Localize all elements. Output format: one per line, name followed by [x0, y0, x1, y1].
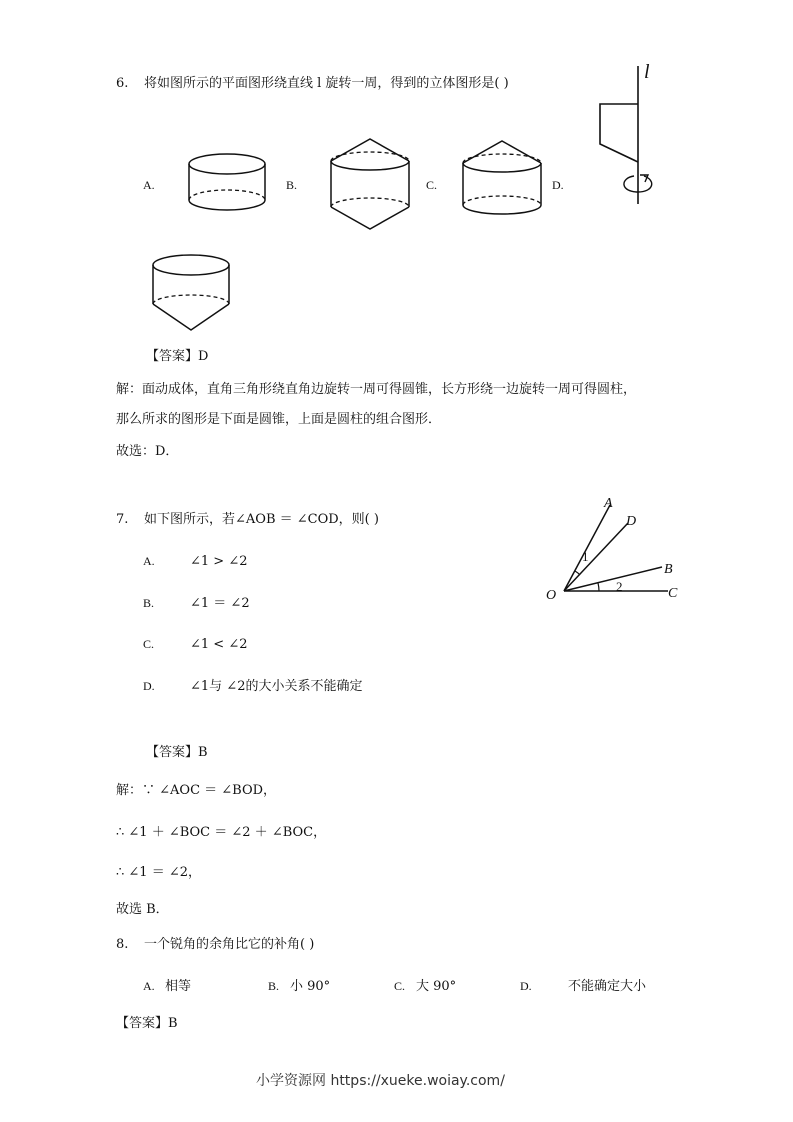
- q8-option-c-letter: C.: [394, 979, 406, 993]
- q7-label-c: C: [668, 586, 678, 601]
- q6-rotation-figure: [592, 58, 668, 208]
- q6-option-c-figure: [458, 135, 546, 221]
- q7-option-d-letter: D.: [143, 679, 155, 693]
- q7-option-b-text: ∠1 ＝ ∠2: [190, 596, 250, 611]
- q6-option-b-figure: [326, 135, 414, 233]
- q7-label-1: 1: [582, 549, 589, 564]
- q7-option-b-letter: B.: [143, 596, 155, 610]
- q6-option-d-figure: [148, 248, 236, 334]
- q8-option-d-letter: D.: [520, 979, 532, 993]
- q7-label-b: B: [664, 562, 673, 577]
- q8-number: 8.: [116, 937, 129, 952]
- q6-option-c: C.: [426, 178, 438, 192]
- q7-option-c-letter: C.: [143, 637, 155, 651]
- q6-solution-line1: 解：面动成体，直角三角形绕直角边旋转一周可得圆锥，长方形绕一边旋转一周可得圆柱，: [116, 382, 637, 397]
- q6-line-label: l: [644, 61, 650, 83]
- q6-number: 6.: [116, 76, 129, 91]
- q8-option-b-text: 小 90°: [290, 979, 331, 994]
- q6-solution-line2: 那么所求的图形是下面是圆锥，上面是圆柱的组合图形．: [116, 412, 442, 427]
- q7-option-a-letter: A.: [143, 554, 155, 568]
- q7-label-d: D: [626, 514, 637, 529]
- q7-answer: 【答案】B: [146, 745, 208, 760]
- q8-question: 一个锐角的余角比它的补角( ): [144, 937, 315, 952]
- q8-option-a-text: 相等: [165, 979, 192, 994]
- q7-solution-line1: 解：∵ ∠AOC ＝ ∠BOD，: [116, 783, 277, 798]
- q7-option-a-text: ∠1 > ∠2: [190, 554, 248, 569]
- q7-label-o: O: [546, 588, 557, 603]
- q6-question: 将如图所示的平面图形绕直线 l 旋转一周，得到的立体图形是( ): [144, 76, 509, 91]
- q7-question: 如下图所示，若∠AOB ＝ ∠COD，则( ): [144, 512, 379, 527]
- q8-option-a-letter: A.: [143, 979, 155, 993]
- q6-option-b: B.: [286, 178, 298, 192]
- q7-conclusion: 故选 B．: [116, 902, 169, 917]
- q8-option-b-letter: B.: [268, 979, 280, 993]
- q7-option-d-text: ∠1与 ∠2的大小关系不能确定: [190, 679, 363, 694]
- q7-label-2: 2: [616, 579, 623, 594]
- q8-option-d-text: 不能确定大小: [568, 979, 647, 994]
- q6-option-d: D.: [552, 178, 564, 192]
- q7-solution-line3: ∴ ∠1 ＝ ∠2，: [116, 865, 201, 880]
- q8-answer: 【答案】B: [116, 1016, 178, 1031]
- q7-option-c-text: ∠1 < ∠2: [190, 637, 248, 652]
- q7-solution-line2: ∴ ∠1 ＋ ∠BOC ＝ ∠2 ＋ ∠BOC，: [116, 825, 327, 840]
- q7-angle-figure: [540, 495, 690, 605]
- q7-label-a: A: [604, 496, 613, 511]
- footer-site: 小学资源网 https://xueke.woiay.com/: [256, 1073, 505, 1089]
- q7-number: 7.: [116, 512, 129, 527]
- q6-answer: 【答案】D: [146, 349, 209, 364]
- q6-option-a: A.: [143, 178, 155, 192]
- q8-option-c-text: 大 90°: [416, 979, 457, 994]
- q6-option-a-figure: [180, 150, 274, 220]
- q6-conclusion: 故选：D．: [116, 444, 179, 459]
